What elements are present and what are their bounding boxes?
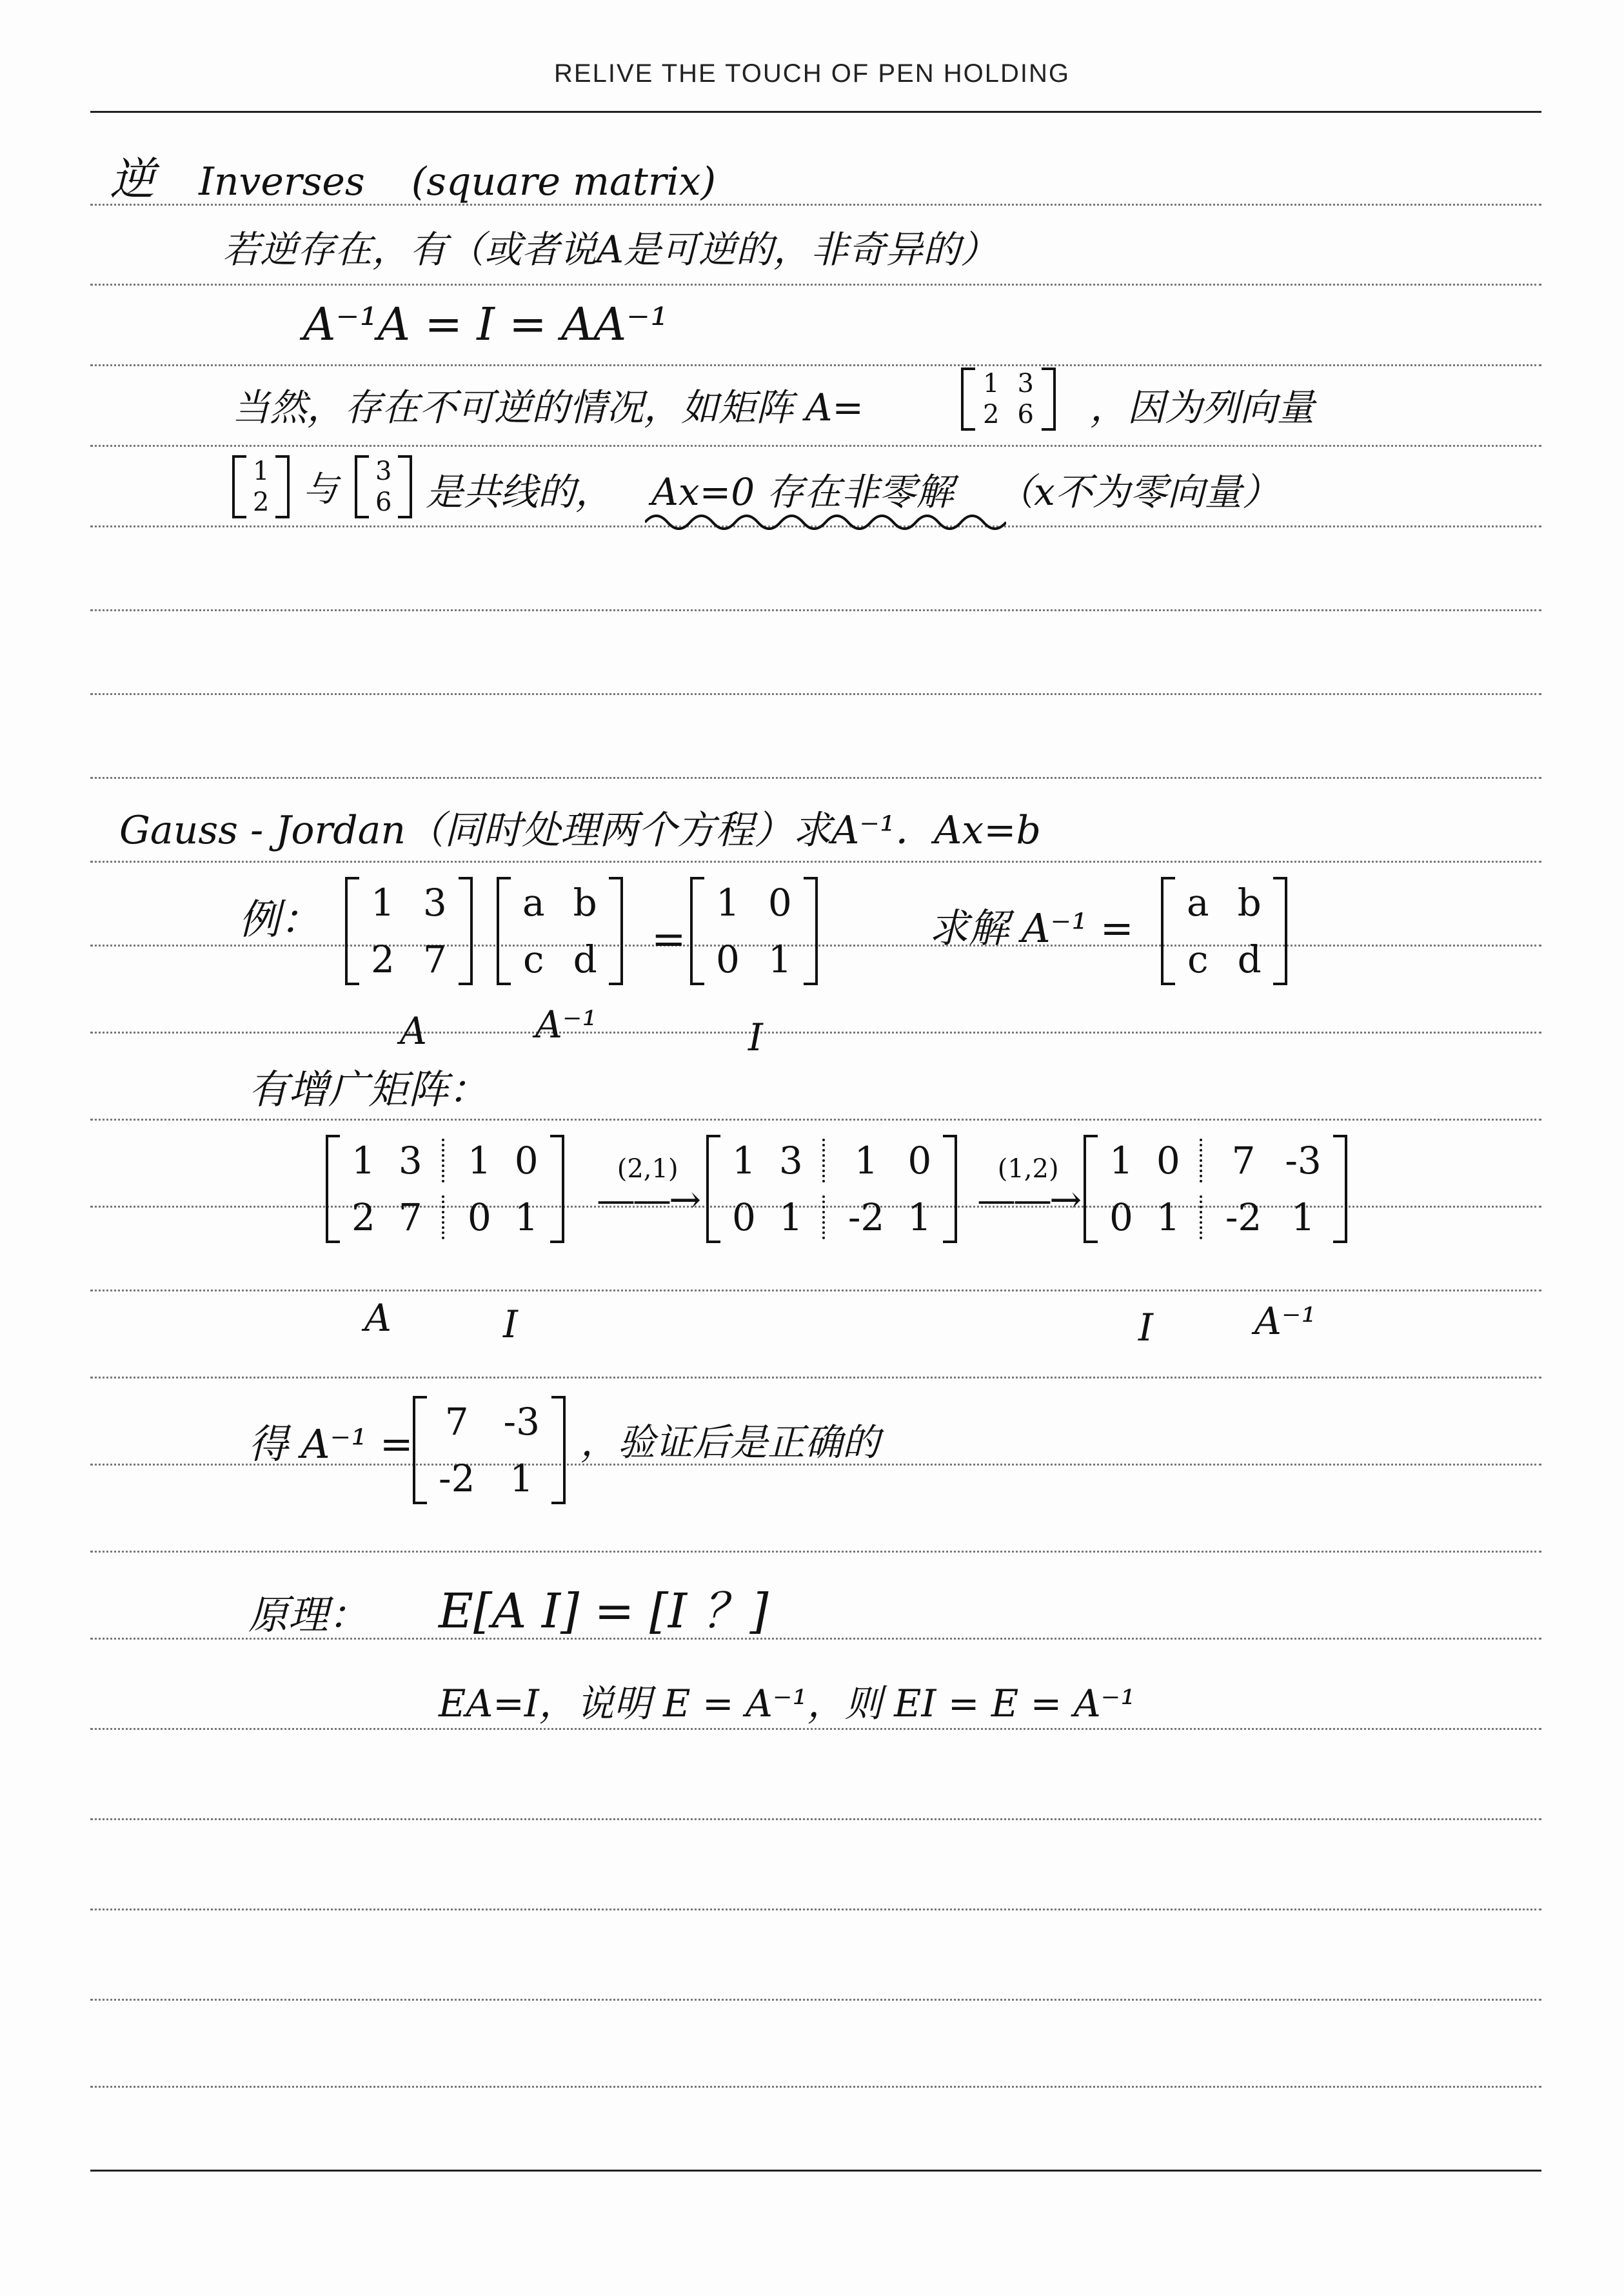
- matrix-cell: 1: [1109, 1139, 1133, 1182]
- section-title-inverses: [110, 143, 716, 208]
- vector-cell: 2: [253, 487, 270, 517]
- bracket-left: [326, 1135, 340, 1243]
- ruled-line: [90, 284, 1541, 286]
- matrix-cell: 1: [1291, 1195, 1316, 1239]
- matrix-cell: b: [573, 881, 597, 925]
- matrix-cell: -3: [1285, 1139, 1322, 1182]
- bracket-left: [232, 455, 246, 518]
- matrix-cell: 7: [399, 1195, 444, 1239]
- matrix-cell: 1: [907, 1195, 932, 1239]
- matrix-cell: -2: [847, 1195, 885, 1239]
- matrix-cell: -2: [1225, 1195, 1262, 1239]
- bracket-left: [345, 877, 359, 985]
- matrix-cell: 7: [1231, 1139, 1256, 1182]
- bracket-left: [1161, 877, 1175, 985]
- nonzero-solution-text: Ax=0 存在非零解: [651, 470, 954, 514]
- ruled-line: [90, 1551, 1541, 1553]
- matrix-I-grid: [704, 877, 804, 985]
- matrix-cell: 0: [514, 1139, 539, 1182]
- matrix-A-grid: [359, 877, 459, 985]
- augmented-matrix-1-grid: [340, 1135, 550, 1243]
- matrix-cell: 0: [467, 1195, 491, 1239]
- matrix-cell: 7: [444, 1400, 469, 1444]
- nonzero-vector-note: （x不为零向量）: [996, 470, 1280, 514]
- matrix-cell: 1: [767, 937, 792, 981]
- arrow-icon: ——→: [597, 1177, 699, 1222]
- ruled-line: [90, 445, 1541, 447]
- vector-cell: 3: [375, 456, 392, 486]
- row-op-arrow-1: [597, 1154, 699, 1222]
- matrix-A: [345, 877, 473, 985]
- bracket-right: [459, 877, 473, 985]
- matrix-cell: 6: [1017, 400, 1034, 429]
- matrix-cell: d: [573, 937, 597, 981]
- bracket-right: [609, 877, 623, 985]
- inverse-formula: A⁻¹A = I = AA⁻¹: [303, 298, 669, 351]
- ruled-line: [90, 364, 1541, 366]
- ruled-line: [90, 1818, 1541, 1820]
- augmented-matrix-3: [1084, 1135, 1347, 1243]
- title-en: Inverses: [199, 159, 365, 204]
- matrix-cell: 1: [514, 1195, 539, 1239]
- matrix-cell: 1: [779, 1195, 825, 1239]
- bracket-right: [1333, 1135, 1347, 1243]
- matrix-cell: 0: [767, 881, 792, 925]
- singular-matrix: [961, 368, 1056, 431]
- matrix-cell: c: [1187, 937, 1209, 981]
- bracket-left: [706, 1135, 720, 1243]
- ruled-line: [90, 1999, 1541, 2001]
- matrix-cell: d: [1237, 937, 1262, 981]
- vector-cell: 6: [375, 487, 392, 517]
- result-prefix: 得 A⁻¹ =: [248, 1420, 413, 1467]
- matrix-cell: -3: [503, 1400, 540, 1444]
- matrix-cell: 2: [371, 937, 395, 981]
- matrix-cell: b: [1237, 881, 1262, 925]
- matrix-cell: 0: [907, 1139, 932, 1182]
- column-vector-1-grid: [246, 455, 275, 518]
- matrix-cell: 3: [422, 881, 447, 925]
- bracket-right: [943, 1135, 957, 1243]
- matrix-cell: 0: [716, 937, 740, 981]
- matrix-cell: 3: [1017, 369, 1034, 398]
- matrix-cell: a: [522, 881, 545, 925]
- matrix-cell: 1: [732, 1139, 756, 1182]
- solve-text: 求解 A⁻¹ =: [929, 905, 1134, 952]
- bracket-right: [550, 1135, 564, 1243]
- column-vector-1: [232, 455, 290, 518]
- example-label: 例：: [239, 896, 321, 944]
- matrix-cell: a: [1187, 881, 1209, 925]
- result-matrix-grid: [427, 1396, 551, 1504]
- ruled-line: [90, 1728, 1541, 1730]
- vector-joiner: 与: [303, 469, 338, 509]
- bracket-left: [355, 455, 369, 518]
- bracket-right: [275, 455, 290, 518]
- inverse-exists-line: 若逆存在，有（或者说A是可逆的，非奇异的）: [223, 228, 998, 271]
- footer-rule: [90, 2170, 1541, 2172]
- bracket-right: [398, 455, 412, 518]
- matrix-cell: 2: [983, 400, 1000, 429]
- matrix-cell: -2: [439, 1457, 475, 1500]
- ruled-line: [90, 777, 1541, 779]
- ruled-line: [90, 1290, 1541, 1291]
- row-op-label-1: (2,1): [617, 1154, 678, 1184]
- singular-matrix-grid: [975, 368, 1042, 431]
- bracket-left: [497, 877, 511, 985]
- title-note: (square matrix): [411, 159, 717, 204]
- principle-equation: E[A I] = [I ？]: [439, 1584, 769, 1639]
- label-A-inverse: A⁻¹: [535, 1003, 597, 1046]
- matrix-cell: 1: [467, 1139, 491, 1182]
- vector-cell: 1: [253, 456, 270, 486]
- ruled-line: [90, 609, 1541, 611]
- solve-matrix: [1161, 877, 1287, 985]
- matrix-cell: 2: [352, 1195, 375, 1239]
- under-label-I-right: I: [1138, 1306, 1153, 1349]
- augmented-matrix-1: [326, 1135, 564, 1243]
- title-zh: 逆: [110, 153, 155, 206]
- non-invertible-line-prefix: 当然，存在不可逆的情况，如矩阵 A=: [232, 386, 864, 429]
- bracket-left: [961, 368, 975, 431]
- column-vector-2: [355, 455, 412, 518]
- matrix-cell: 0: [732, 1195, 756, 1239]
- row-op-arrow-2: [977, 1154, 1080, 1222]
- bracket-left: [1084, 1135, 1098, 1243]
- matrix-cell: 1: [716, 881, 740, 925]
- augmented-matrix-3-grid: [1098, 1135, 1333, 1243]
- gauss-jordan-title: Gauss - Jordan（同时处理两个方程）求A⁻¹．Ax=b: [119, 808, 1041, 853]
- ruled-line: [90, 1119, 1541, 1121]
- under-label-A-inverse: A⁻¹: [1254, 1299, 1316, 1343]
- under-label-A: A: [364, 1296, 391, 1340]
- ruled-line: [90, 2086, 1541, 2088]
- row-op-label-2: (1,2): [997, 1154, 1059, 1184]
- ruled-line: [90, 1377, 1541, 1379]
- page-header: RELIVE THE TOUCH OF PEN HOLDING: [554, 59, 1070, 88]
- column-vector-2-grid: [369, 455, 398, 518]
- under-label-I-left: I: [503, 1302, 518, 1346]
- label-I: I: [748, 1016, 763, 1059]
- label-A: A: [400, 1009, 427, 1053]
- principle-explanation: EA=I，说明 E = A⁻¹，则 EI = E = A⁻¹: [439, 1682, 1136, 1725]
- ruled-line: [90, 1032, 1541, 1034]
- bracket-right: [804, 877, 818, 985]
- matrix-cell: 1: [983, 369, 1000, 398]
- matrix-cell: 3: [779, 1139, 825, 1182]
- matrix-cell: 1: [371, 881, 395, 925]
- arrow-icon: ——→: [977, 1177, 1080, 1222]
- matrix-cell: 7: [422, 937, 447, 981]
- matrix-cell: 1: [352, 1139, 375, 1182]
- matrix-cell: c: [523, 937, 544, 981]
- bracket-left: [413, 1396, 427, 1504]
- ruled-line: [90, 693, 1541, 695]
- non-invertible-line-suffix: ，因为列向量: [1090, 386, 1315, 429]
- matrix-cell: 1: [1156, 1195, 1202, 1239]
- principle-label: 原理：: [248, 1591, 369, 1638]
- matrix-cell: 1: [854, 1139, 878, 1182]
- augmented-matrix-2-grid: [720, 1135, 943, 1243]
- equals-sign: =: [651, 916, 686, 963]
- matrix-cell: 0: [1156, 1139, 1202, 1182]
- solve-matrix-grid: [1175, 877, 1273, 985]
- augmented-matrix-2: [706, 1135, 957, 1243]
- bracket-right: [1042, 368, 1056, 431]
- wavy-underline: [645, 509, 1006, 535]
- bracket-left: [690, 877, 704, 985]
- bracket-right: [551, 1396, 566, 1504]
- result-suffix: ，验证后是正确的: [580, 1420, 880, 1464]
- matrix-I: [690, 877, 818, 985]
- bracket-right: [1273, 877, 1287, 985]
- ruled-line: [90, 861, 1541, 863]
- matrix-cell: 1: [510, 1457, 534, 1500]
- ruled-line: [90, 1908, 1541, 1910]
- matrix-cell: 0: [1109, 1195, 1133, 1239]
- result-matrix: [413, 1396, 566, 1504]
- matrix-unknown-grid: [511, 877, 609, 985]
- collinear-text: 是共线的，: [426, 470, 613, 514]
- matrix-cell: 3: [399, 1139, 444, 1182]
- matrix-unknown: [497, 877, 623, 985]
- header-rule: [90, 111, 1541, 113]
- augmented-label: 有增广矩阵：: [248, 1066, 489, 1113]
